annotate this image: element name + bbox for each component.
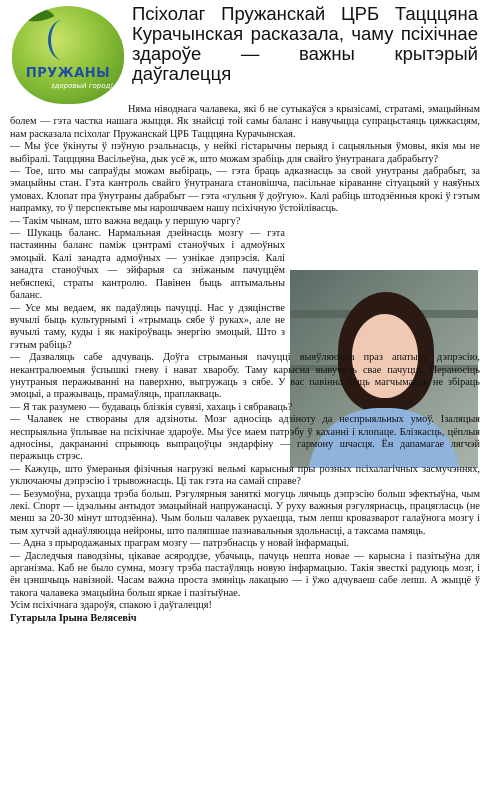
author-signature: Гутарыла Ірына Велясевіч xyxy=(10,612,137,624)
paragraph: — Шукаць баланс. Нармальная дзейнасць мозгу — гэта пастаянны баланс паміж цэнтрамі станоўчых і адмоўных эмоцый. Калі занадта адмоўных — узнікае дэпрэсія. Калі занадта станоўчых — эйфарыя са зніжаным пачуццём небяспекі, страты кантролю. Павінен быць аптымальны баланс. xyxy=(10,228,285,302)
paragraph: — Усе мы ведаем, як падаўляць пачуцці. Нас у дзяцінстве вучылі быць культурнымі і «трымаць сябе ў руках», але не вучылі таму, куды і як накіроўваць энергію эмоцый. Што з гэтым рабіць? xyxy=(10,302,285,351)
pruzhany-healthy-city-logo xyxy=(12,6,124,104)
paragraph: — Тое, што мы сапраўды можам выбіраць, — гэта браць адказнасць за свой унутраны дабрабыт, за эмацыйны стан. Гэта кантроль свайго ўнутранага становішча, пасільнае кіраванне сітуацыяй у наяўных умовах. Клопат пра ўнутраны дабрабыт — гэта «гульня ў доўгую». Калі рабіць штодзённыя крокі ў гэтым напрамку, то ў перспектыве мы нарошчваем нашу псіхічную ўстойлівасць. xyxy=(10,166,480,215)
paragraph: — Мы ўсе ўкінуты ў пэўную рэальнасць, у нейкі гістарычны перыяд і сацыяльныя ўмовы, якія мы не выбіралі. Тацццяна Васільеўна, дык усё ж, што можам зрабіць для свайго ўнутранага дабрабыту? xyxy=(10,141,480,165)
paragraph: — Кажуць, што ўмераныя фізічныя нагрузкі вельмі карысныя пры розных псіхалагічных засмучэннях, уключаючы дэпрэсію і трывожнасць. Ці так гэта на самай справе? xyxy=(10,463,480,488)
person-figure-icon xyxy=(48,20,77,60)
leaf-icon xyxy=(18,6,55,30)
paragraph: — Даследчыя паводзіны, цікавае асяроддзе, убачыць, пачуць нешта новае — карысна і пазітыўна для арганізма. Каб не было сумна, мозгу трэба пастаўляць новую інфармацыю. Такія звесткі радуюць мозг, і ён цэншчыць навізной. Часам важна проста змяніць лакацыю — і ўжо адчуваеш сабе лепш. А жыццё ў такога чалавека эмацыйна больш яркае і пазітыўнае. xyxy=(10,550,480,599)
paragraph: Няма ніводнага чалавека, які б не сутыкаўся з крызісамі, стратамі, эмацыйным болем — гэта частка нашага жыцця. Як знайсці той самы баланс і навучыцца супрацьстаяць цяжкасцям, нам расказала псіхолаг Пружанскай ЦРБ Тацццяна Курачынская. xyxy=(10,104,480,140)
paragraph: — Дазваляць сабе адчуваць. Доўга стрыманыя пачуцці выяўляюцца праз апатыю, дэпрэсію, некантралюемыя ўспышкі гневу і нават хваробу. Таму карысна вывучаць свае пачуцці. Пераносіць унутраныя перажыванні на паверхню, выгружаць з сябе. У вас павінна быць магчымасць не збіраць эмоцыі, а пражываць, прамаўляць, праплакваць. xyxy=(10,352,480,401)
paragraph: — Адна з прыродажаных праграм мозгу — патрэбнасць у новай інфармацыі. xyxy=(10,538,350,550)
logo-tagline: здоровый город! xyxy=(50,82,114,90)
paragraph: — Такім чынам, што важна ведаць у першую чаргу? xyxy=(10,215,241,227)
paragraph: Усім псіхічнага здароўя, спакою і даўгалецця! xyxy=(10,600,212,612)
paragraph: — Безумоўна, рухацца трэба больш. Рэгулярныя заняткі могуць лячыць дэпрэсію больш эфектыўна, чым лекі. Спорт — ідэальны антыдот эмацыйнай напружанасці. У руху важныя рэгулярнасць, працягласць (не менш за 20-30 мінут штодзённа). Чым больш чалавек рухаецца, тым лепш кровазварот галаўнога мозгу і тым хутчэй аднаўляюцца нейроны, што паляпшае пазнавальныя здольнасці, а таксама памяць. xyxy=(10,488,480,537)
article-body xyxy=(10,104,480,625)
logo-brand: ПРУЖАНЫ xyxy=(25,66,111,81)
paragraph: — Чалавек не створаны для адзіноты. Мозг адносіць адзіноту да неспрыяльных умоў. Ізаляцыя неспрыяльна ўплывае на псіхічнае здароўе. Мы ўсе маем патрэбу ў каханні і клопаце. Блізкасць, цёплыя адносіны, дакрананні спрыяюць выпрацоўцы эндарфіну — гармону шчасця. Ён дапамагае лягчэй перажыць стрэс. xyxy=(10,414,480,463)
paragraph: — Я так разумею — будаваць блізкія сувязі, хахаць і сябраваць? xyxy=(10,401,293,413)
article-title: Псіхолаг Пружанскай ЦРБ Тацццяна Курачынская расказала, чаму псіхічнае здароўе — важны крытэрый даўгалецця xyxy=(132,3,478,84)
